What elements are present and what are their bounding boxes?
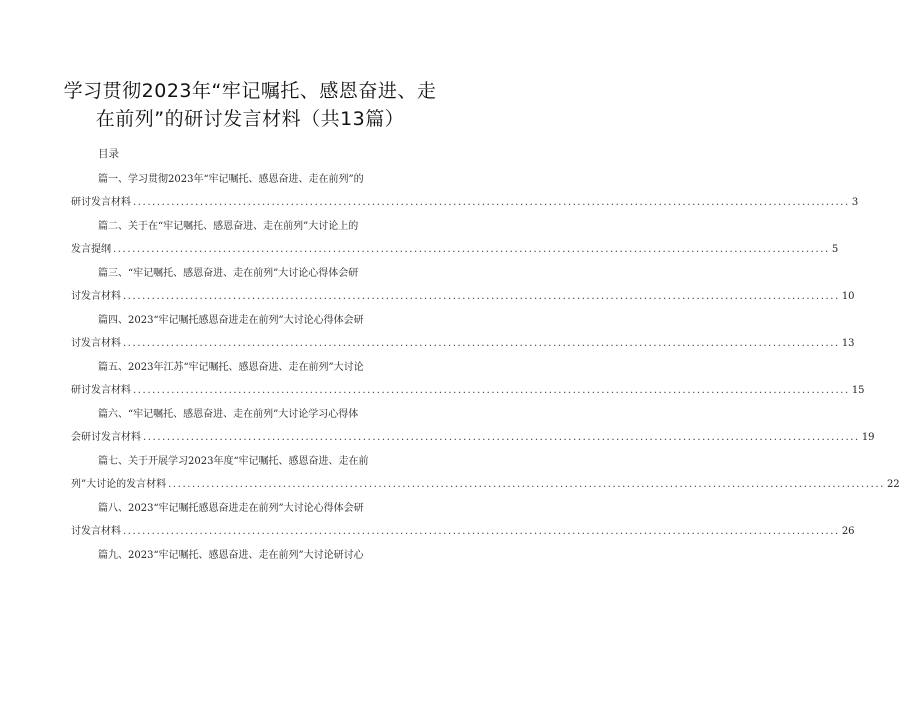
toc-entry-continuation[interactable] [71, 241, 839, 255]
dot-leader: ...................................................................................................................................................... [168, 479, 885, 490]
toc-entry-continuation[interactable] [71, 335, 855, 349]
toc-entry-title[interactable]: 篇五、2023年江苏“牢记嘱托、感恩奋进、走在前列”大讨论 [98, 362, 364, 373]
dot-leader: ...................................................................................................................................................... [133, 385, 850, 396]
document-title-line-1: 学习贯彻2023年“牢记嘱托、感恩奋进、走 [63, 80, 437, 102]
dot-leader: ...................................................................................................................................................... [123, 338, 840, 349]
toc-page-number: 22 [886, 479, 900, 490]
toc-entry-continuation[interactable] [71, 476, 900, 490]
toc-page-number: 15 [851, 385, 865, 396]
toc-entry-title[interactable]: 篇七、关于开展学习2023年度“牢记嘱托、感恩奋进、走在前 [98, 456, 369, 467]
toc-page-number: 10 [841, 291, 855, 302]
dot-leader: ...................................................................................................................................................... [123, 526, 840, 537]
toc-entry-title[interactable]: 篇四、2023“牢记嘱托感恩奋进走在前列”大讨论心得体会研 [98, 315, 364, 326]
dot-leader: ...................................................................................................................................................... [143, 432, 860, 443]
toc-entry-title[interactable]: 篇三、“牢记嘱托、感恩奋进、走在前列”大讨论心得体会研 [98, 268, 359, 279]
toc-entry-title[interactable]: 篇九、2023“牢记嘱托、感恩奋进、走在前列”大讨论研讨心 [98, 550, 364, 561]
toc-entry-title-continued: 讨发言材料 [71, 526, 121, 537]
toc-entry-title[interactable]: 篇一、学习贯彻2023年“牢记嘱托、感恩奋进、走在前列”的 [98, 174, 364, 185]
toc-entry-title-continued: 发言提纲 [71, 244, 111, 255]
toc-entry-continuation[interactable] [71, 429, 875, 443]
toc-entry-continuation[interactable] [71, 288, 855, 302]
toc-page-number: 19 [861, 432, 875, 443]
toc-page-number: 3 [851, 197, 859, 208]
toc-entry-title-continued: 会研讨发言材料 [71, 432, 141, 443]
toc-entry-title-continued: 列”大讨论的发言材料 [71, 479, 167, 490]
toc-page-number: 26 [841, 526, 855, 537]
toc-entry-continuation[interactable] [71, 523, 855, 537]
toc-entry-title-continued: 研讨发言材料 [71, 385, 131, 396]
toc-entry-title[interactable]: 篇二、关于在“牢记嘱托、感恩奋进、走在前列”大讨论上的 [98, 221, 359, 232]
document-title-line-2: 在前列”的研讨发言材料（共13篇） [95, 108, 405, 130]
dot-leader: ...................................................................................................................................................... [133, 197, 850, 208]
toc-entry-title-continued: 讨发言材料 [71, 338, 121, 349]
dot-leader: ...................................................................................................................................................... [123, 291, 840, 302]
toc-entry-title[interactable]: 篇八、2023“牢记嘱托感恩奋进走在前列”大讨论心得体会研 [98, 503, 364, 514]
toc-entry-title-continued: 研讨发言材料 [71, 197, 131, 208]
dot-leader: ...................................................................................................................................................... [113, 244, 830, 255]
toc-entry-title-continued: 讨发言材料 [71, 291, 121, 302]
toc-page-number: 5 [831, 244, 839, 255]
toc-heading: 目录 [98, 148, 119, 160]
toc-entry-title[interactable]: 篇六、“牢记嘱托、感恩奋进、走在前列”大讨论学习心得体 [98, 409, 359, 420]
toc-entry-continuation[interactable] [71, 194, 859, 208]
toc-page-number: 13 [841, 338, 855, 349]
toc-entry-continuation[interactable] [71, 382, 865, 396]
